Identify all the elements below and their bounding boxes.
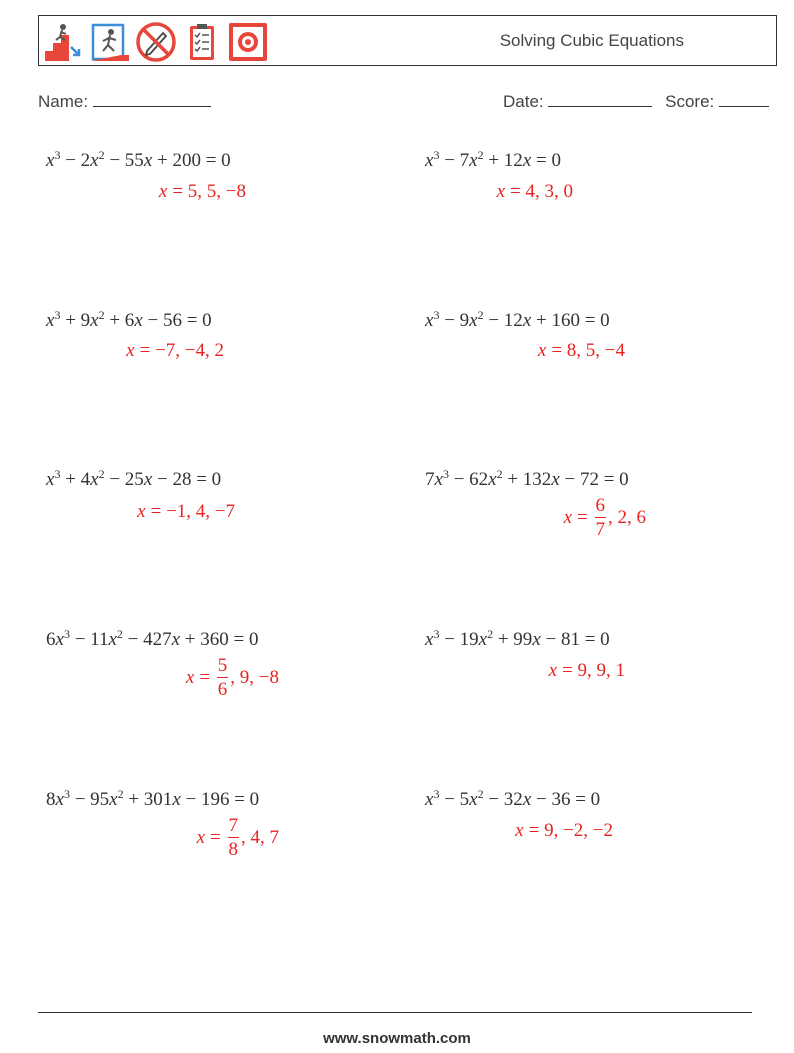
answer-fraction: $\frac{7}{8}$	[228, 815, 238, 860]
answer-fraction: $\frac{5}{6}$	[217, 655, 228, 700]
problem-10	[425, 789, 600, 811]
problem-4	[425, 310, 610, 332]
problem-answer: x = 9, 9, 1	[548, 660, 625, 681]
problem-5	[46, 469, 221, 491]
exit-door-icon	[89, 21, 131, 63]
problem-equation: $x^3 - 5x^2 - 32x - 36 = 0$	[425, 787, 601, 810]
problem-6	[425, 469, 629, 491]
problem-equation: $x^3 + 9x^2 + 6x - 56 = 0$	[46, 308, 212, 331]
problem-equation: $x^3 - 7x^2 + 12x = 0$	[425, 148, 561, 171]
problem-1	[46, 150, 231, 172]
problem-equation: $x^3 - 19x^2 + 99x - 81 = 0$	[425, 627, 610, 650]
problem-answer: x = 9, −2, −2	[515, 820, 613, 841]
date-blank[interactable]	[548, 92, 652, 107]
problem-equation: $8x^3 - 95x^2 + 301x - 196 = 0$	[46, 787, 260, 810]
problem-answer: x = −7, −4, 2	[126, 340, 224, 361]
problem-equation: $x^3 - 2x^2 - 55x + 200 = 0$	[46, 148, 231, 171]
score-blank[interactable]	[719, 92, 769, 107]
problem-3	[46, 310, 212, 332]
problem-8	[425, 629, 610, 651]
name-blank[interactable]	[93, 92, 211, 107]
header-icons	[43, 21, 269, 63]
problem-2	[425, 150, 561, 172]
name-field	[38, 92, 211, 112]
problem-answer: x = 4, 3, 0	[496, 181, 573, 202]
problem-equation: $7x^3 - 62x^2 + 132x - 72 = 0$	[425, 467, 629, 490]
date-label: Date:	[503, 92, 544, 111]
no-pencil-icon	[135, 21, 177, 63]
checklist-icon	[181, 21, 223, 63]
problem-7	[46, 629, 258, 651]
problem-answer: x = 5, 5, −8	[158, 181, 246, 202]
worksheet-header	[38, 15, 777, 66]
footer-url[interactable]: www.snowmath.com	[323, 1030, 471, 1047]
problem-answer: x = 8, 5, −4	[537, 340, 625, 361]
problem-9	[46, 789, 259, 811]
date-score-field	[503, 92, 769, 112]
worksheet-title: Solving Cubic Equations	[499, 31, 684, 50]
footer-divider	[38, 1012, 752, 1013]
score-label: Score:	[665, 92, 715, 111]
target-icon	[227, 21, 269, 63]
problem-equation: $x^3 + 4x^2 - 25x - 28 = 0$	[46, 467, 222, 490]
problem-answer: x = $\frac{7}{8}$ , 4, 7	[196, 815, 279, 860]
problem-answer: x = $\frac{5}{6}$ , 9, −8	[185, 655, 279, 700]
stairs-icon	[43, 21, 85, 63]
problem-answer: x = −1, 4, −7	[137, 501, 235, 522]
problem-equation: $6x^3 - 11x^2 - 427x + 360 = 0$	[46, 627, 259, 650]
problem-answer: x = $\frac{6}{7}$ , 2, 6	[563, 495, 646, 540]
name-label: Name:	[38, 92, 89, 111]
problem-equation: $x^3 - 9x^2 - 12x + 160 = 0$	[425, 308, 610, 331]
answer-fraction: $\frac{6}{7}$	[595, 495, 605, 540]
